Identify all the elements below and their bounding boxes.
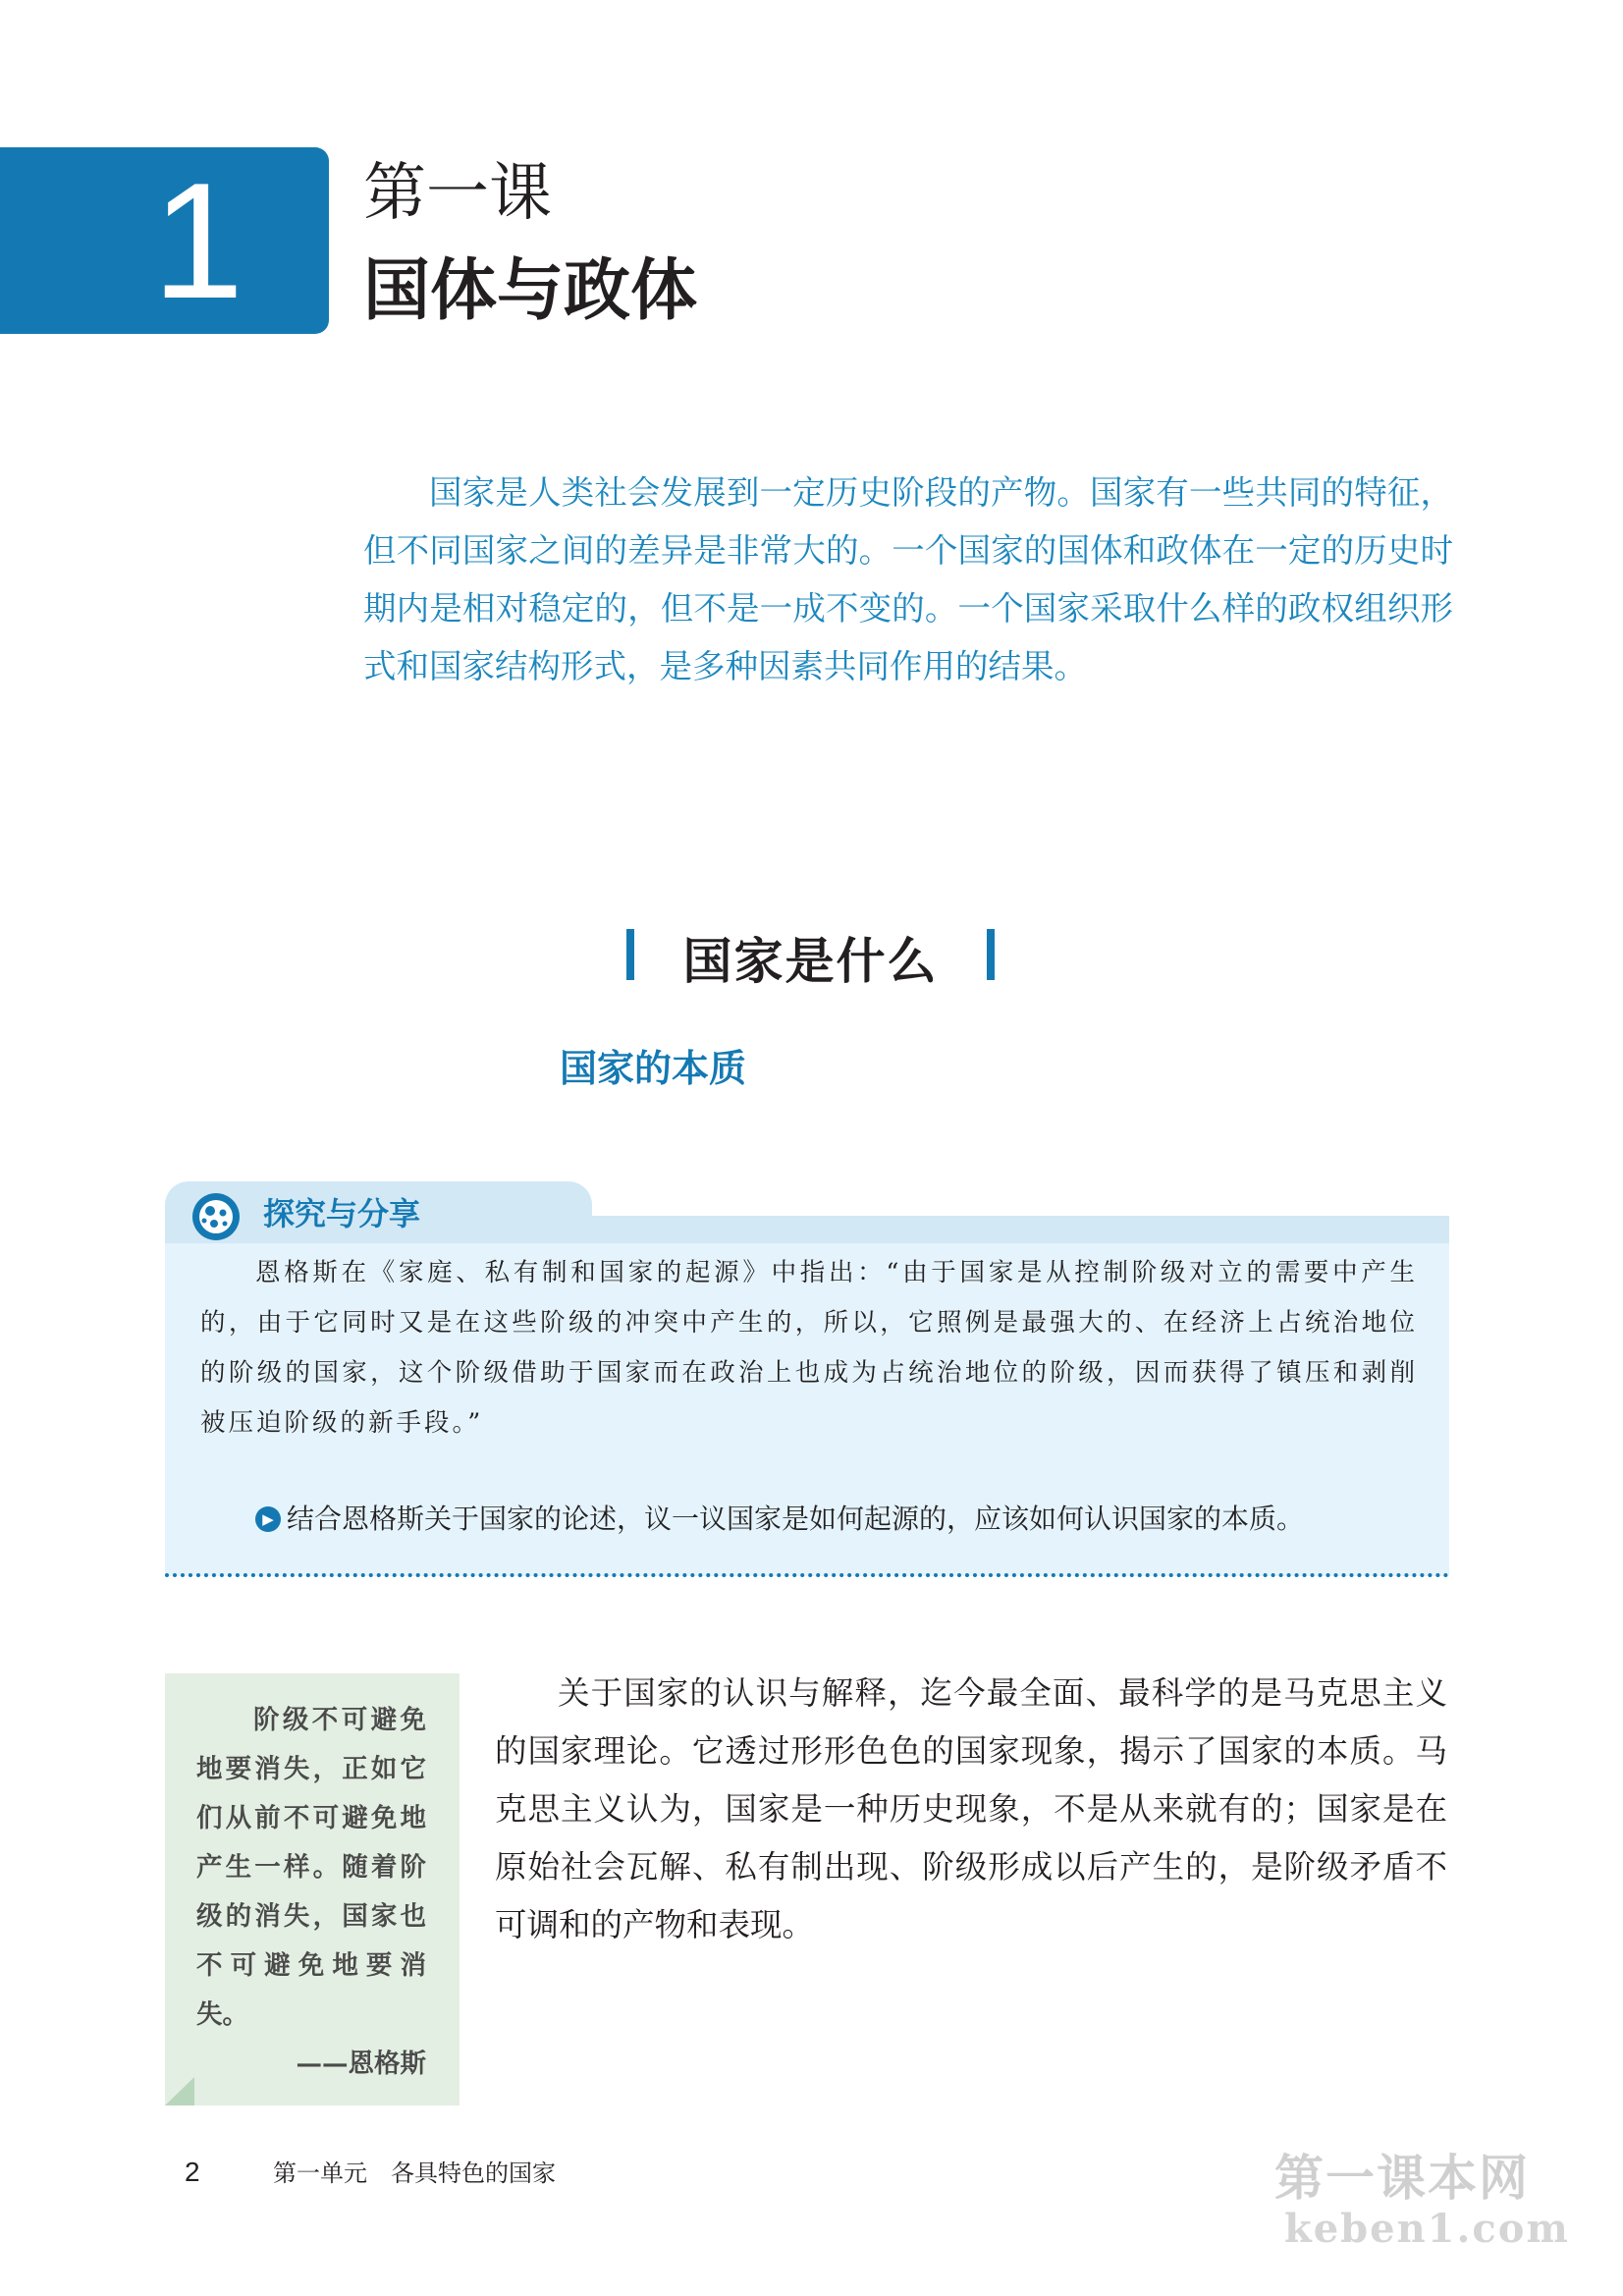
explore-label: 探究与分享 [263,1195,421,1232]
explore-header-strip [592,1216,1449,1243]
sidebar-source: ——恩格斯 [296,2049,426,2079]
lesson-number: 1 [152,148,244,333]
lesson-label: 第一课 [363,157,552,230]
lesson-title: 国体与政体 [363,252,698,330]
lesson-intro: 国家是人类社会发展到一定历史阶段的产物。国家有一些共同的特征，但不同国家之间的差异是非常大的。一个国家的国体和政体在一定的历史时期内是相对稳定的，但不是一成不变的。一个国家采取什么样的政权组织形式和国家结构形式，是多种因素共同作用的结果。 [363,473,1453,685]
subsection-title: 国家的本质 [560,1046,747,1090]
page-number: 2 [185,2157,200,2187]
body-paragraph: 关于国家的认识与解释，迄今最全面、最科学的是马克思主义的国家理论。它透过形形色色的国家现象，揭示了国家的本质。马克思主义认为，国家是一种历史现象，不是从来就有的；国家是在原始社会瓦解、私有制出现、阶级形成以后产生的，是阶级矛盾不可调和的产物和表现。 [495,1674,1447,1943]
footer-unit-title: 第一单元 各具特色的国家 [273,2159,556,2187]
section-bar-left [626,929,634,980]
sidebar-quote: 阶级不可避免地要消失，正如它们从前不可避免地产生一样。随着阶级的消失，国家也不可避免地要消失。 [196,1705,426,2030]
watermark-text-en: keben1.com [1284,2206,1570,2252]
explore-icon [190,1191,242,1242]
sidebar-corner-fold [165,2077,194,2105]
watermark-text-cn: 第一课本网 [1274,2150,1530,2207]
section-heading [626,923,995,992]
section-bar-right [987,929,995,980]
section-title: 国家是什么 [682,933,939,990]
explore-question: 结合恩格斯关于国家的论述，议一议国家是如何起源的，应该如何认识国家的本质。 [287,1503,1305,1535]
dotted-divider [165,1573,1449,1577]
explore-quote: 恩格斯在《家庭、私有制和国家的起源》中指出：“由于国家是从控制阶级对立的需要中产生的，由于它同时又是在这些阶级的冲突中产生的，所以，它照例是最强大的、在经济上占统治地位的阶级的国家，这个阶级借助于国家而在政治上也成为占统治地位的阶级，因而获得了镇压和剥削被压迫阶级的新手段。” [200,1258,1418,1438]
arrow-right-icon: ▶ [255,1506,281,1532]
explore-share-box [165,1181,1449,1576]
